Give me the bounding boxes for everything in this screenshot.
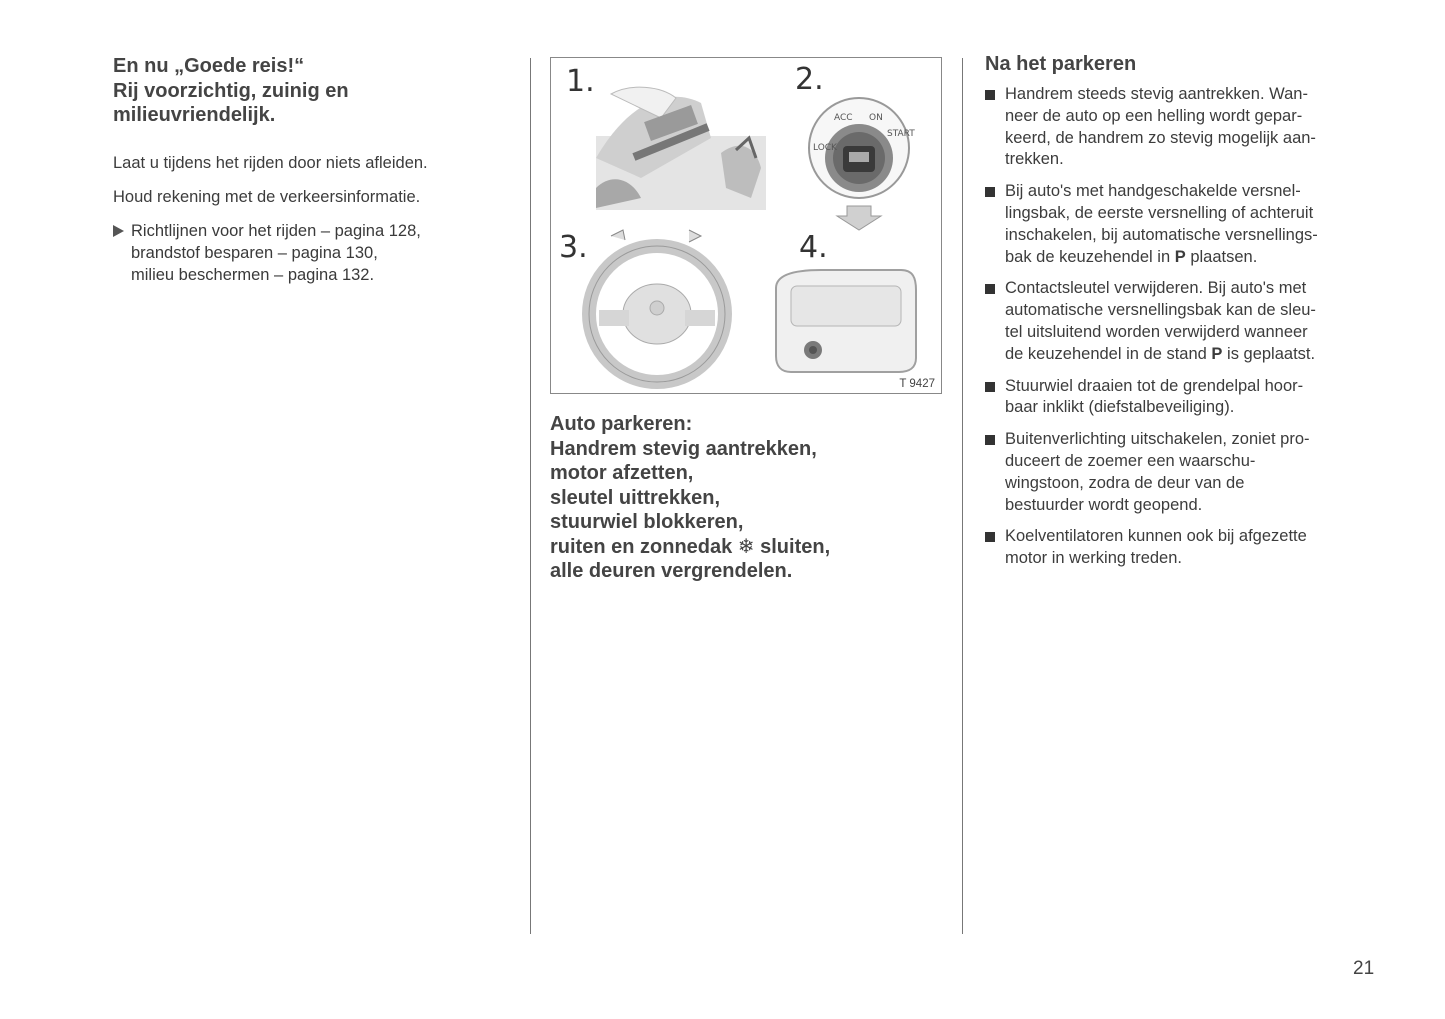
parking-step: ruiten en zonnedak ❄ sluiten,: [550, 535, 831, 558]
bullet-square-icon: [985, 284, 995, 294]
heading-line: En nu „Goede reis!“: [113, 55, 305, 77]
bullet-line: Bij auto's met handgeschakelde versnel-: [1005, 182, 1301, 201]
figure-label-2: 2.: [795, 62, 824, 97]
reference-fuel: brandstof besparen – pagina 130,: [131, 243, 378, 262]
bullet-line: keerd, de handrem zo stevig mogelijk aan-: [1005, 128, 1316, 147]
bullet-line: motor in werking treden.: [1005, 549, 1182, 568]
heading-line: Rij voorzichtig, zuinig en: [113, 79, 349, 102]
bullet-square-icon: [985, 382, 995, 392]
paragraph-traffic-info: Houd rekening met de verkeersinformatie.: [113, 187, 421, 206]
parking-title: Auto parkeren:: [550, 413, 693, 435]
heading-line: milieuvriendelijk.: [113, 104, 276, 126]
parking-illustration: [550, 57, 942, 394]
door-handle-drawing: [776, 270, 916, 372]
bullet-line: Contactsleutel verwijderen. Bij auto's met: [1005, 279, 1307, 298]
reference-driving: Richtlijnen voor het rijden – pagina 128,: [131, 221, 421, 240]
triangle-arrow-icon: [113, 225, 124, 237]
bullet-line: Handrem steeds stevig aantrekken. Wan-: [1005, 85, 1308, 103]
reference-environment: milieu beschermen – pagina 132.: [131, 265, 375, 284]
steering-wheel-drawing: [589, 230, 725, 382]
bullet-item: [985, 429, 1375, 516]
bullet-item: [985, 84, 1375, 171]
svg-text:ACC: ACC: [834, 113, 853, 123]
after-parking-heading: Na het parkeren: [985, 53, 1137, 75]
parking-step: sleutel uittrekken,: [550, 486, 721, 509]
column-divider-right: [962, 58, 963, 934]
bullet-item: [985, 181, 1375, 268]
bullet-line: wingstoon, zodra de deur van de: [1005, 473, 1245, 492]
svg-text:ON: ON: [869, 113, 883, 123]
bullet-line: duceert de zoemer een waarschu-: [1005, 451, 1256, 470]
parking-steps: [550, 437, 930, 584]
bullet-square-icon: [985, 90, 995, 100]
figure-label-1: 1.: [566, 64, 595, 99]
page-references: [113, 220, 513, 286]
figure-code: T 9427: [899, 378, 935, 390]
svg-text:START: START: [887, 129, 915, 139]
bullet-line: Koelventilatoren kunnen ook bij afgezette: [1005, 527, 1307, 546]
left-column: [113, 54, 513, 286]
bullet-line: bak de keuzehendel in P plaatsen.: [1005, 247, 1258, 266]
column-divider-left: [530, 58, 531, 934]
bullet-square-icon: [985, 435, 995, 445]
page-number: 21: [1353, 958, 1375, 979]
bullet-item: [985, 278, 1375, 365]
bullet-item: [985, 526, 1375, 570]
handbrake-drawing: [596, 87, 766, 210]
parking-step: Handrem stevig aantrekken,: [550, 437, 817, 460]
bullet-line: Buitenverlichting uitschakelen, zoniet pro-: [1005, 430, 1310, 449]
figure-label-3: 3.: [559, 230, 588, 265]
parking-step: motor afzetten,: [550, 462, 694, 484]
section-heading: [113, 54, 513, 128]
svg-text:LOCK: LOCK: [813, 143, 837, 153]
bullet-item: [985, 376, 1375, 420]
bullet-line: de keuzehendel in de stand P is geplaatst.: [1005, 344, 1316, 363]
bullet-line: bestuurder wordt geopend.: [1005, 495, 1203, 514]
bullet-line: neer de auto op een helling wordt gepar-: [1005, 106, 1303, 125]
bullet-line: lingsbak, de eerste versnelling of achteruit: [1005, 203, 1314, 222]
parking-step: alle deuren vergrendelen.: [550, 560, 793, 582]
bullet-square-icon: [985, 187, 995, 197]
ignition-lock-drawing: [809, 98, 915, 230]
parking-step: stuurwiel blokkeren,: [550, 511, 744, 533]
figure-label-4: 4.: [799, 230, 828, 265]
bullet-line: inschakelen, bij automatische versnellings-: [1005, 225, 1318, 244]
bullet-line: trekken.: [1005, 150, 1064, 169]
bullet-line: automatische versnellingsbak kan de sleu-: [1005, 301, 1316, 320]
bullet-line: tel uitsluitend worden verwijderd wanneer: [1005, 322, 1308, 341]
bullet-line: baar inklikt (diefstalbeveiliging).: [1005, 398, 1235, 417]
bullet-square-icon: [985, 532, 995, 542]
paragraph-distraction: Laat u tijdens het rijden door niets afleiden.: [113, 153, 428, 172]
bullet-line: Stuurwiel draaien tot de grendelpal hoor-: [1005, 376, 1304, 395]
parking-instructions: [550, 412, 930, 584]
illustration-drawing: [551, 58, 942, 394]
right-column: [985, 52, 1375, 580]
